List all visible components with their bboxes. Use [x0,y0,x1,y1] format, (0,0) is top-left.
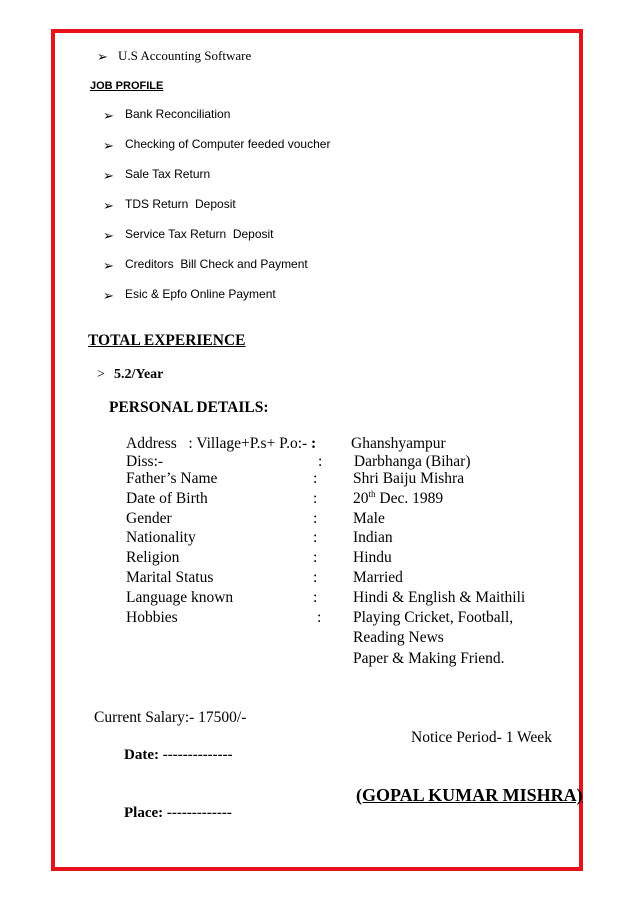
bullet-arrow-icon: ➢ [103,228,114,243]
bullet-arrow-icon: ➢ [103,258,114,273]
bullet-arrow-icon: ➢ [103,198,114,213]
language-value: Hindi & English & Maithili [353,589,526,606]
address-colon: : [311,435,317,452]
father-name-label: Father’s Name [126,470,218,487]
hobbies-label: Hobbies [126,609,178,626]
language-label: Language known [126,589,234,606]
nationality-colon: : [313,529,318,546]
job-profile-item: Checking of Computer feeded voucher [125,137,331,151]
marital-status-colon: : [313,569,318,586]
hobbies-colon: : [317,609,322,626]
dob-value: 20th Dec. 1989 [353,488,444,507]
marital-status-label: Marital Status [126,569,214,586]
language-colon: : [313,589,318,606]
gender-value: Male [353,510,385,527]
notice-period: Notice Period- 1 Week [411,729,552,746]
address-label: Address : Village+P.s+ P.o:- [126,435,308,452]
personal-details-heading: PERSONAL DETAILS: [109,399,269,416]
job-profile-item: Sale Tax Return [125,167,211,181]
hobbies-value-line3: Paper & Making Friend. [353,650,505,667]
religion-value: Hindu [353,549,392,566]
gender-colon: : [313,510,318,527]
job-profile-item: Esic & Epfo Online Payment [125,287,276,301]
bullet-arrow-icon: ➢ [103,288,114,303]
job-profile-item: Service Tax Return Deposit [125,227,274,241]
nationality-label: Nationality [126,529,196,546]
religion-label: Religion [126,549,180,566]
job-profile-item: Creditors Bill Check and Payment [125,257,308,271]
dob-label: Date of Birth [126,490,208,507]
gender-label: Gender [126,510,172,527]
software-item: U.S Accounting Software [118,48,252,63]
job-profile-heading: JOB PROFILE [90,80,164,92]
dob-colon: : [313,490,318,507]
district-value: Darbhanga (Bihar) [350,453,471,470]
total-experience-heading: TOTAL EXPERIENCE [88,332,246,349]
bullet-arrow-icon: ➢ [97,49,108,64]
bullet-arrow-icon: ➢ [103,138,114,153]
nationality-value: Indian [353,529,393,546]
address-value: Ghanshyampur [351,435,446,452]
marital-status-value: Married [353,569,403,586]
district-label: Diss:- [126,453,164,470]
district-colon: : [318,453,323,470]
father-name-value: Shri Baiju Mishra [353,470,465,487]
signature-name: (GOPAL KUMAR MISHRA) [356,785,583,805]
date-line: Date: -------------- [124,747,233,763]
hobbies-value: Playing Cricket, Football, [353,609,514,626]
religion-colon: : [313,549,318,566]
bullet-arrow-icon: ➢ [103,168,114,183]
experience-marker: > [97,367,105,382]
experience-value: 5.2/Year [114,367,164,382]
job-profile-item: Bank Reconciliation [125,107,231,121]
job-profile-item: TDS Return Deposit [125,197,236,211]
bullet-arrow-icon: ➢ [103,108,114,123]
hobbies-value-line2: Reading News [353,629,444,646]
current-salary: Current Salary:- 17500/- [94,709,247,726]
place-line: Place: ------------- [124,805,232,821]
father-name-colon: : [313,470,318,487]
